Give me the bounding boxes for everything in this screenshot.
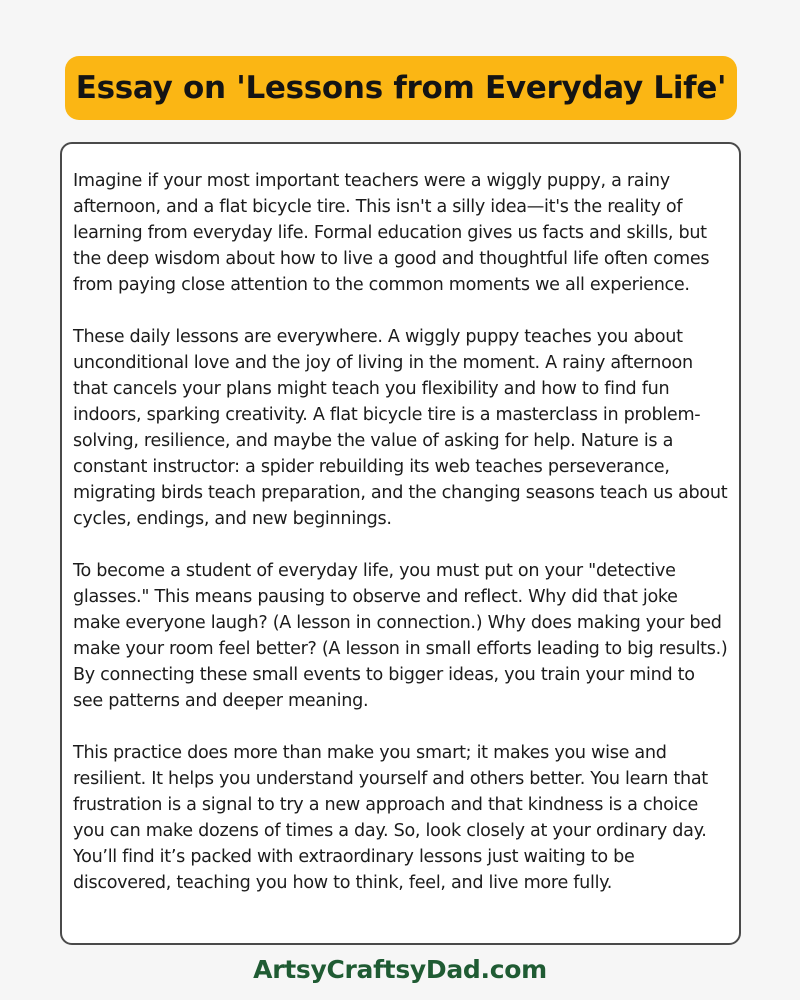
essay-paragraph-2: These daily lessons are everywhere. A wiggly puppy teaches you about unconditional love and the joy of living in the moment. A rainy afternoon that cancels your plans might teach you flexibility and how to find fun indoors, sparking creativity. A flat bicycle tire is a masterclass in problem-solving, resilience, and maybe the value of asking for help. Nature is a constant instructor: a spider rebuilding its web teaches perseverance, migrating birds teach preparation, and the changing seasons teach us about cycles, endings, and new beginnings. (73, 327, 728, 529)
essay-paragraph-1: Imagine if your most important teachers were a wiggly puppy, a rainy afternoon, and a flat bicycle tire. This isn't a silly idea—it's the reality of learning from everyday life. Formal education gives us facts and skills, but the deep wisdom about how to live a good and thoughtful life often comes from paying close attention to the common moments we all experience. (73, 171, 710, 295)
essay-card (60, 142, 741, 945)
essay-paragraph-3: To become a student of everyday life, you must put on your "detective glasses." This means pausing to observe and reflect. Why did that joke make everyone laugh? (A lesson in connection.) Why does making your bed make your room feel better? (A lesson in small efforts leading to big results.) By connecting these small events to bigger ideas, you train your mind to see patterns and deeper meaning. (73, 561, 728, 711)
page-title: Essay on 'Lessons from Everyday Life' (75, 70, 727, 106)
title-banner (65, 56, 737, 120)
footer-brand-link[interactable]: ArtsyCraftsyDad.com (253, 955, 547, 984)
essay-paragraph-4: This practice does more than make you smart; it makes you wise and resilient. It helps you understand yourself and others better. You learn that frustration is a signal to try a new approach and that kindness is a choice you can make dozens of times a day. So, look closely at your ordinary day. You’ll find it’s packed with extraordinary lessons just waiting to be discovered, teaching you how to think, feel, and live more fully. (73, 743, 708, 893)
